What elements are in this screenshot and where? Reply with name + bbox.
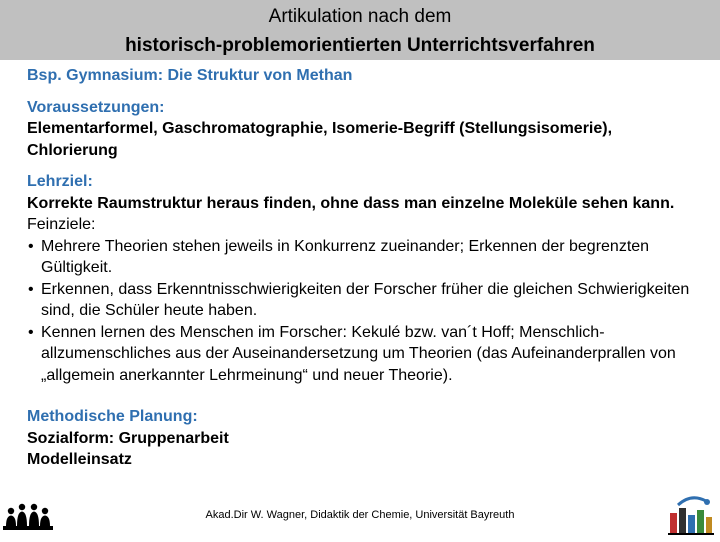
title-bar (0, 0, 720, 60)
teaching-goal-text: Korrekte Raumstruktur heraus finden, ohne dass man einzelne Moleküle sehen kann. (27, 194, 675, 212)
spacer (27, 87, 707, 97)
teaching-goal-heading: Lehrziel: (27, 173, 93, 190)
page-title-line1: Artikulation nach dem (268, 6, 452, 27)
fine-goals-list (27, 236, 707, 387)
social-form-text: Sozialform: Gruppenarbeit (27, 429, 229, 447)
page-title-line2: historisch-problemorientierten Unterrichtsverfahren (125, 35, 595, 56)
prerequisites-heading: Voraussetzungen: (27, 98, 165, 116)
list-item: • Erkennen, dass Erkenntnisschwierigkeiten der Forscher früher die gleichen Schwierigkeiten sind, die Schüler heute haben. (27, 279, 707, 322)
footer-credit: Akad.Dir W. Wagner, Didaktik der Chemie, Universität Bayreuth (205, 509, 515, 521)
prerequisites-text: Elementarformel, Gaschromatographie, Isomerie-Begriff (Stellungsisomerie), Chlorierung (27, 120, 613, 159)
fine-goals-label: Feinziele: (27, 216, 96, 233)
didaktik-logo-icon (666, 493, 716, 542)
slide-content (27, 65, 707, 471)
list-item: • Mehrere Theorien stehen jeweils in Konkurrenz zueinander; Erkennen der begrenzten Gültigkeit. (27, 236, 707, 279)
methodical-planning-heading: Methodische Planung: (27, 408, 198, 425)
model-use-text: Modelleinsatz (27, 451, 132, 468)
example-heading: Bsp. Gymnasium: Die Struktur von Methan (27, 67, 353, 84)
list-item: • Kennen lernen des Menschen im Forscher: Kekulé bzw. van´t Hoff; Menschlich-allzumenschliches aus der Auseinandersetzung um Theorien (das Aufeinanderprallen von „allgemein anerkannter Lehrmeinung“ und neuer Theorie). (27, 322, 707, 387)
spacer (27, 386, 707, 406)
spacer (27, 161, 707, 171)
